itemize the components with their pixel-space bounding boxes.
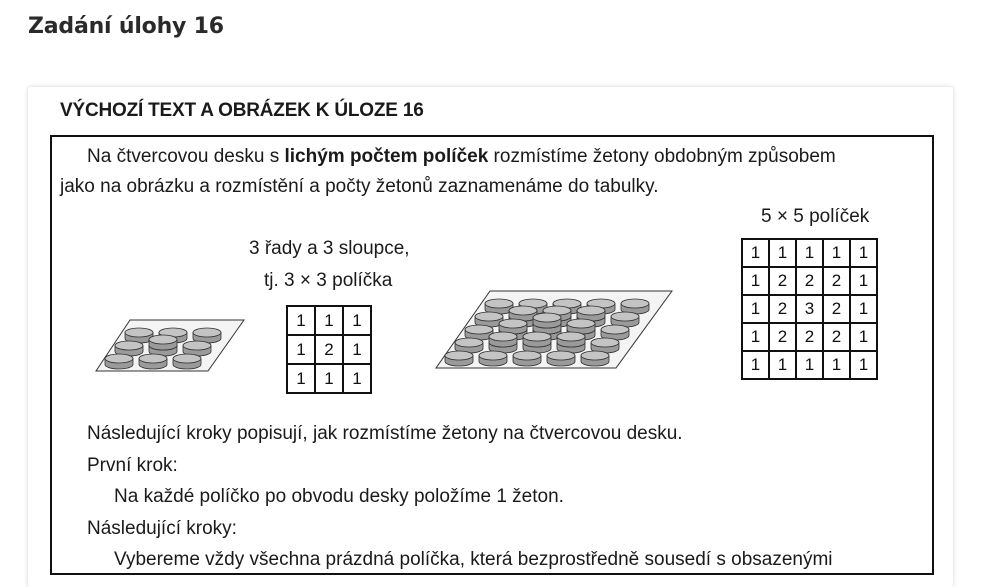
first-step-label: První krok:: [87, 455, 178, 476]
table-cell: 1: [742, 295, 769, 323]
table-cell: 1: [343, 335, 371, 364]
table-row: [287, 306, 371, 335]
table-cell: 1: [823, 351, 850, 379]
table-row: [742, 295, 877, 323]
table-cell: 1: [850, 351, 877, 379]
token: [445, 351, 473, 366]
table-cell: 2: [796, 267, 823, 295]
table-cell: 1: [742, 351, 769, 379]
table-cell: 3: [796, 295, 823, 323]
intro-text-start: Na čtvercovou desku s: [87, 146, 285, 167]
small-caption-line-1: 3 řady a 3 sloupce,: [249, 238, 410, 259]
table-cell: 2: [823, 267, 850, 295]
table-cell: 1: [343, 306, 371, 335]
small-caption-line-2: tj. 3 × 3 políčka: [264, 270, 393, 291]
table-row: [742, 323, 877, 351]
table-cell: 1: [742, 267, 769, 295]
intro-line-2: jako na obrázku a rozmístění a počty žetonů zaznamenáme do tabulky.: [60, 176, 659, 197]
table-cell: 2: [823, 295, 850, 323]
token: [523, 332, 551, 347]
token: [547, 351, 575, 366]
large-board-illustration: [432, 285, 722, 377]
table-cell: 1: [315, 306, 343, 335]
token: [479, 351, 507, 366]
table-row: [287, 364, 371, 393]
table-cell: 1: [796, 351, 823, 379]
table-cell: 2: [769, 267, 796, 295]
table-cell: 1: [742, 239, 769, 267]
large-caption: 5 × 5 políček: [761, 206, 870, 227]
table-row: [742, 239, 877, 267]
token: [489, 332, 517, 347]
table-cell: 1: [287, 306, 315, 335]
token: [149, 335, 177, 350]
next-steps-label: Následující kroky:: [87, 518, 237, 539]
table-cell: 1: [823, 239, 850, 267]
table-cell: 1: [769, 351, 796, 379]
table-cell: 1: [850, 267, 877, 295]
intro-line-1: [87, 146, 836, 168]
table-cell: 1: [287, 364, 315, 393]
table-cell: 1: [343, 364, 371, 393]
token: [173, 354, 201, 369]
small-count-table: [286, 305, 372, 394]
table-cell: 1: [850, 239, 877, 267]
table-cell: 1: [769, 239, 796, 267]
intro-text-end: rozmístíme žetony obdobným způsobem: [488, 146, 836, 167]
intro-bold-text: lichým počtem políček: [284, 146, 489, 167]
table-cell: 1: [742, 323, 769, 351]
table-cell: 2: [769, 323, 796, 351]
steps-intro: Následující kroky popisují, jak rozmístíme žetony na čtvercovou desku.: [87, 423, 683, 444]
table-cell: 1: [796, 239, 823, 267]
card-heading: VÝCHOZÍ TEXT A OBRÁZEK K ÚLOZE 16: [60, 100, 424, 121]
next-steps-text: Vybereme vždy všechna prázdná políčka, která bezprostředně sousedí s obsazenými: [114, 549, 833, 570]
token: [581, 351, 609, 366]
token: [533, 313, 561, 328]
token: [513, 351, 541, 366]
table-cell: 1: [850, 295, 877, 323]
table-cell: 1: [315, 364, 343, 393]
table-row: [287, 335, 371, 364]
table-cell: 2: [769, 295, 796, 323]
large-count-table: [741, 238, 878, 380]
token: [557, 332, 585, 347]
first-step-text: Na každé políčko po obvodu desky položíme 1 žeton.: [114, 486, 564, 507]
table-cell: 1: [850, 323, 877, 351]
token: [139, 354, 167, 369]
table-row: [742, 267, 877, 295]
table-cell: 2: [823, 323, 850, 351]
page-title: Zadání úlohy 16: [28, 14, 224, 39]
small-board-illustration: [98, 314, 268, 374]
table-cell: 2: [315, 335, 343, 364]
table-cell: 1: [287, 335, 315, 364]
table-row: [742, 351, 877, 379]
token: [105, 354, 133, 369]
table-cell: 2: [796, 323, 823, 351]
